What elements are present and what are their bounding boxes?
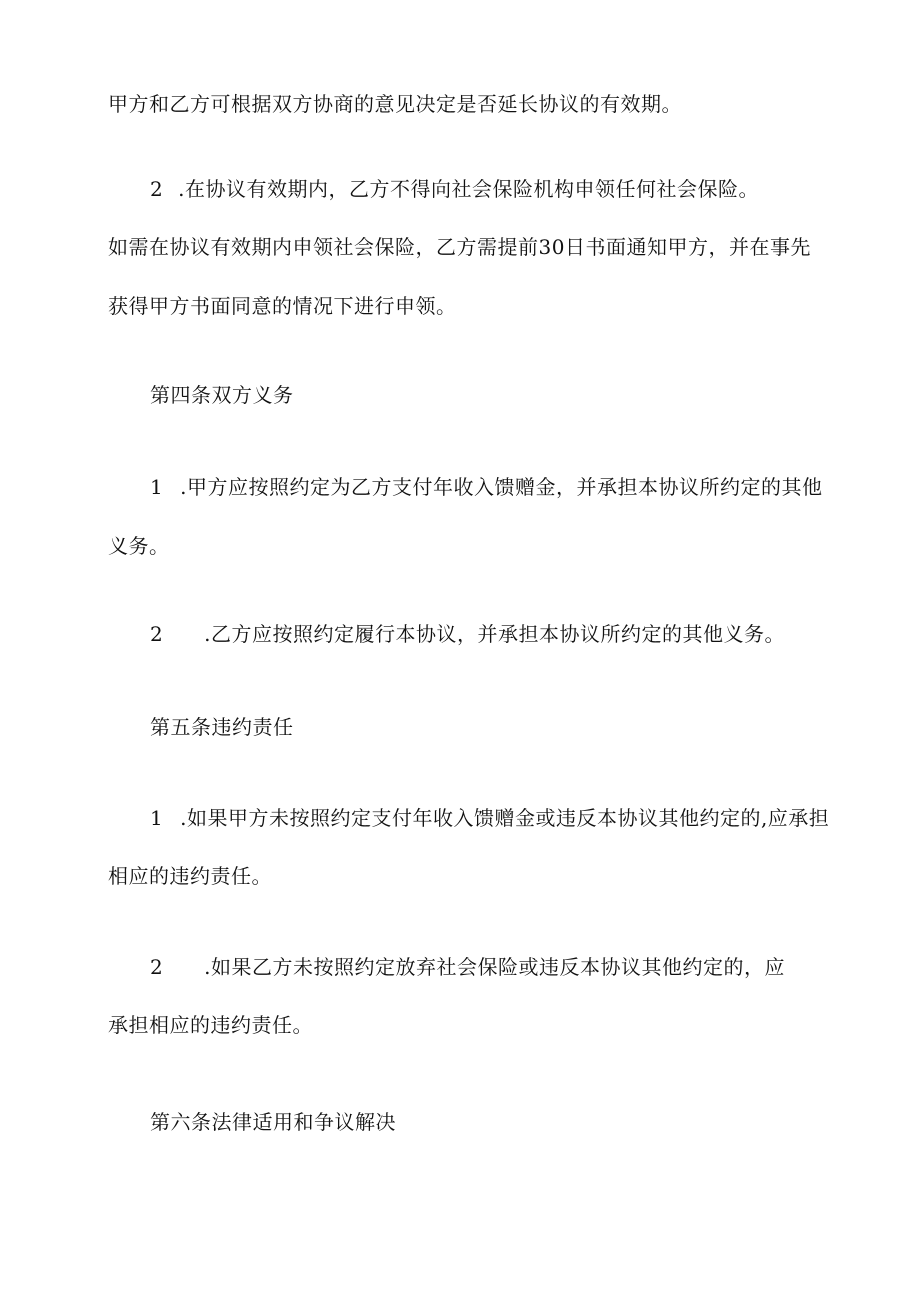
section-heading: 第四条双方义务 <box>150 383 294 407</box>
clause-text: .甲方应按照约定为乙方支付年收入馈赠金，并承担本协议所约定的其他 <box>180 475 823 499</box>
paragraph-line: 如需在协议有效期内申领社会保险，乙方需提前30日书面通知甲方，并在事先 <box>108 235 811 259</box>
paragraph-line: 义务。 <box>108 534 170 558</box>
clause-number: 1 <box>150 475 164 499</box>
paragraph-line: 甲方和乙方可根据双方协商的意见决定是否延长协议的有效期。 <box>108 92 682 116</box>
clause-text: .如果甲方未按照约定支付年收入馈赠金或违反本协议其他约定的,应承担 <box>180 806 830 830</box>
clause-text: .如果乙方未按照约定放弃社会保险或违反本协议其他约定的，应 <box>204 955 785 979</box>
clause-number: 2 <box>150 955 164 979</box>
paragraph-line: 获得甲方书面同意的情况下进行申领。 <box>108 294 457 318</box>
section-heading: 第六条法律适用和争议解决 <box>150 1110 396 1134</box>
clause-number: 1 <box>150 806 164 830</box>
section-heading: 第五条违约责任 <box>150 715 294 739</box>
clause-item-line <box>150 804 829 832</box>
clause-item-line <box>150 175 759 203</box>
paragraph-line: 相应的违约责任。 <box>108 864 272 888</box>
clause-item-line <box>150 620 785 648</box>
clause-item-line <box>150 953 785 981</box>
clause-item-line <box>150 473 822 501</box>
clause-number: 2 <box>150 177 164 201</box>
clause-number: 2 <box>150 622 164 646</box>
paragraph-line: 承担相应的违约责任。 <box>108 1013 313 1037</box>
clause-text: .乙方应按照约定履行本协议，并承担本协议所约定的其他义务。 <box>204 622 785 646</box>
clause-text: .在协议有效期内，乙方不得向社会保险机构申领任何社会保险。 <box>178 177 759 201</box>
